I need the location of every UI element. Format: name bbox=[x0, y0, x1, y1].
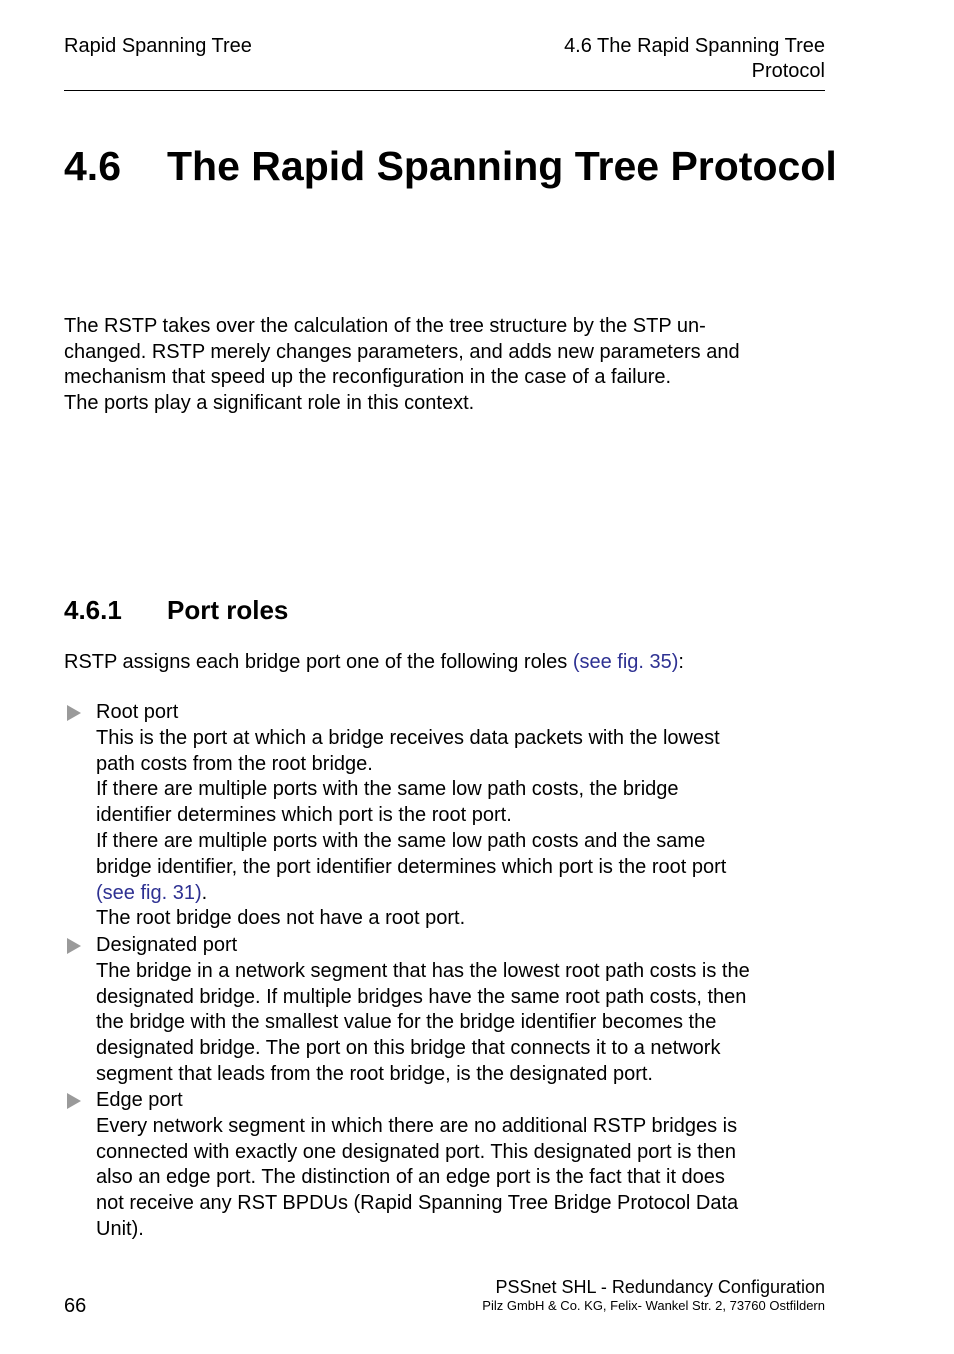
page-number: 66 bbox=[64, 1295, 87, 1317]
role-line: Unit). bbox=[96, 1217, 144, 1240]
running-header-right-line2: Protocol bbox=[751, 60, 825, 82]
role-line: also an edge port. The distinction of an edge port is the fact that it does bbox=[96, 1166, 725, 1189]
figure-31-link[interactable]: (see fig. 31) bbox=[96, 881, 202, 904]
role-line: Every network segment in which there are no additional RSTP bridges is bbox=[96, 1114, 738, 1137]
role-item-designated-port bbox=[64, 933, 834, 1088]
role-line: This is the port at which a bridge receives data packets with the lowest bbox=[96, 726, 720, 749]
role-line: designated bridge. The port on this bridge that connects it to a network bbox=[96, 1037, 721, 1060]
triangle-bullet-icon bbox=[67, 938, 81, 954]
section-title: The Rapid Spanning Tree Protocol bbox=[167, 143, 837, 189]
role-line: The bridge in a network segment that has the lowest root path costs is the bbox=[96, 959, 750, 982]
footer-doc-title: PSSnet SHL - Redundancy Configuration bbox=[495, 1277, 825, 1297]
intro-line: The ports play a significant role in this context. bbox=[64, 391, 475, 414]
running-header-left: Rapid Spanning Tree bbox=[64, 35, 252, 57]
intro-paragraph bbox=[64, 314, 834, 416]
role-line: designated bridge. If multiple bridges have the same root path costs, then bbox=[96, 985, 747, 1008]
role-line: If there are multiple ports with the same low path costs and the same bbox=[96, 829, 706, 852]
role-name: Root port bbox=[96, 701, 179, 723]
triangle-bullet-icon bbox=[67, 705, 81, 721]
role-line: path costs from the root bridge. bbox=[96, 752, 373, 775]
header-rule bbox=[64, 90, 825, 91]
footer-address: Pilz GmbH & Co. KG, Felix- Wankel Str. 2, 73760 Ostfildern bbox=[482, 1298, 825, 1313]
subsection-number: 4.6.1 bbox=[64, 595, 122, 625]
role-line: segment that leads from the root bridge, is the designated port. bbox=[96, 1062, 653, 1085]
role-line: not receive any RST BPDUs (Rapid Spanning Tree Bridge Protocol Data bbox=[96, 1192, 739, 1215]
subsection-intro-text: RSTP assigns each bridge port one of the following roles bbox=[64, 651, 573, 673]
role-line: If there are multiple ports with the same low path costs, the bridge bbox=[96, 778, 679, 801]
figure-35-link[interactable]: (see fig. 35) bbox=[572, 651, 679, 673]
role-link-suffix: . bbox=[201, 881, 208, 904]
intro-line: changed. RSTP merely changes parameters, and adds new parameters and bbox=[64, 340, 740, 363]
intro-line: The RSTP takes over the calculation of the tree structure by the STP un- bbox=[64, 315, 706, 337]
role-line: identifier determines which port is the root port. bbox=[96, 804, 512, 827]
role-line: the bridge with the smallest value for the bridge identifier becomes the bbox=[96, 1011, 717, 1034]
running-header-right bbox=[564, 34, 825, 84]
role-line: The root bridge does not have a root port. bbox=[96, 907, 466, 930]
role-link-line bbox=[96, 881, 834, 907]
running-header-right-line1: 4.6 The Rapid Spanning Tree bbox=[564, 35, 825, 57]
subsection-title: Port roles bbox=[167, 595, 289, 625]
section-number: 4.6 bbox=[64, 143, 121, 189]
subsection-intro bbox=[64, 650, 834, 676]
intro-line: mechanism that speed up the reconfiguration in the case of a failure. bbox=[64, 366, 672, 389]
role-name: Edge port bbox=[96, 1089, 183, 1111]
role-name: Designated port bbox=[96, 934, 238, 956]
role-line: connected with exactly one designated port. This designated port is then bbox=[96, 1140, 737, 1163]
triangle-bullet-icon bbox=[67, 1093, 81, 1109]
role-line: bridge identifier, the port identifier determines which port is the root port bbox=[96, 855, 727, 878]
role-item-edge-port bbox=[64, 1088, 834, 1243]
role-item-root-port bbox=[64, 700, 834, 932]
subsection-intro-suffix: : bbox=[678, 651, 684, 673]
